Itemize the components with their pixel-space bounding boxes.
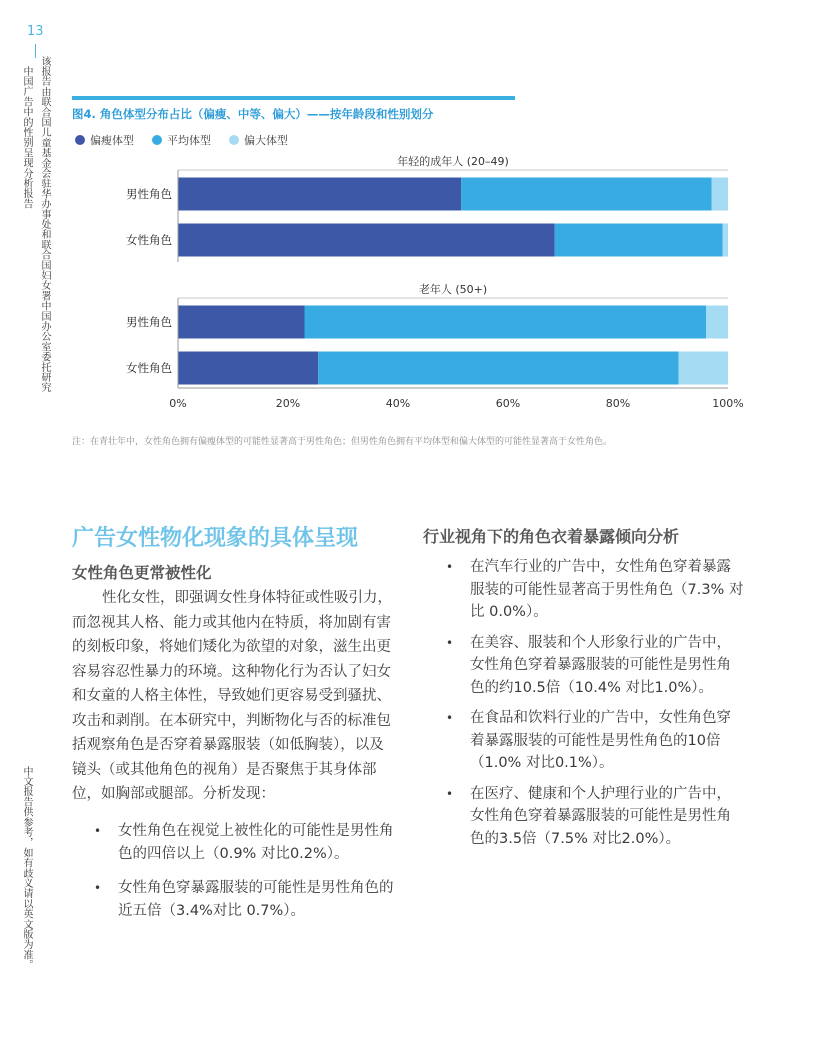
left-subheading: 女性角色更常被性化 bbox=[72, 564, 212, 582]
left-paragraph-text: 性化女性，即强调女性身体特征或性吸引力，而忽视其人格、能力或其他内在特质，将加剧有害的刻板印象，将她们矮化为欲望的对象，滋生出更容易容忍性暴力的环境。这种物化行为否认了妇女和女童的人格主体性，导致她们更容易受到骚扰、攻击和剥削。在本研究中，判断物化与否的标准包括观察角色是否穿着暴露服装（如低胸装），以及镜头（或其他角色的视角）是否聚焦于其身体部位，如胸部或腿部。分析发现： bbox=[72, 590, 392, 802]
left-bullet-item: • 女性角色在视觉上被性化的可能性是男性角色的四倍以上（0.9% 对比0.2%）。 bbox=[92, 820, 394, 865]
category-label: 男性角色 bbox=[126, 187, 172, 201]
bar-segment bbox=[305, 306, 707, 339]
sidebar-commission-note: 该报告由联合国儿童基金会驻华办事处和联合国妇女署中国办公室委托研究 bbox=[39, 56, 50, 393]
right-bullet-item: • 在汽车行业的广告中，女性角色穿着暴露服装的可能性显著高于男性角色（7.3% 对比 0.0%）。 bbox=[444, 556, 744, 624]
legend-label-average: 平均体型 bbox=[167, 134, 211, 147]
right-bullet-item: • 在美容、服装和个人形象行业的广告中，女性角色穿着暴露服装的可能性是男性角色的约10.5倍（10.4% 对比1.0%）。 bbox=[444, 632, 744, 700]
sidebar-report-title: 中国广告中的性别呈现分析报告 bbox=[21, 66, 32, 209]
x-tick-label: 60% bbox=[495, 397, 521, 410]
x-tick-label: 40% bbox=[385, 397, 411, 410]
bar-segment bbox=[706, 306, 728, 339]
panel-title: 老年人 (50+) bbox=[418, 283, 488, 296]
legend-label-thin: 偏瘦体型 bbox=[90, 134, 134, 147]
category-label: 女性角色 bbox=[126, 361, 172, 375]
bar-segment bbox=[461, 178, 711, 211]
right-bullet-item: • 在医疗、健康和个人护理行业的广告中，女性角色穿着暴露服装的可能性是男性角色的3.5倍（7.5% 对比2.0%）。 bbox=[444, 783, 744, 851]
left-section-heading: 广告女性物化现象的具体呈现 bbox=[72, 526, 359, 551]
left-bullet-list bbox=[92, 820, 394, 922]
bar-segment bbox=[555, 224, 723, 257]
sidebar-disclaimer: 中文报告供参考，如有歧义请以英文版为准。 bbox=[21, 766, 32, 970]
bar-segment bbox=[679, 352, 729, 385]
bar-segment bbox=[178, 352, 318, 385]
bar-segment bbox=[712, 178, 729, 211]
right-bullet-item: • 在食品和饮料行业的广告中，女性角色穿着暴露服装的可能性是男性角色的10倍（1.0% 对比0.1%）。 bbox=[444, 707, 744, 775]
body-type-stacked-bar-chart bbox=[0, 0, 816, 430]
bar-segment bbox=[723, 224, 729, 257]
figure-note: 注：在青壮年中，女性角色拥有偏瘦体型的可能性显著高于男性角色；但男性角色拥有平均体型和偏大体型的可能性显著高于女性角色。 bbox=[72, 437, 613, 447]
figure-title: 图4. 角色体型分布占比（偏瘦、中等、偏大）——按年龄段和性别划分 bbox=[72, 107, 434, 121]
panel-title: 年轻的成年人 (20–49) bbox=[397, 155, 509, 168]
bar-segment bbox=[178, 306, 305, 339]
category-label: 男性角色 bbox=[126, 315, 172, 329]
bar-segment bbox=[178, 178, 461, 211]
x-tick-label: 80% bbox=[605, 397, 631, 410]
x-tick-label: 20% bbox=[275, 397, 301, 410]
page-number: 13 bbox=[27, 24, 44, 39]
right-section-heading: 行业视角下的角色衣着暴露倾向分析 bbox=[423, 527, 680, 546]
legend-label-large: 偏大体型 bbox=[244, 134, 288, 147]
bar-segment bbox=[318, 352, 678, 385]
left-paragraph bbox=[72, 586, 394, 807]
x-tick-label: 0% bbox=[169, 397, 187, 410]
category-label: 女性角色 bbox=[126, 233, 172, 247]
left-bullet-item: • 女性角色穿暴露服装的可能性是男性角色的近五倍（3.4%对比 0.7%）。 bbox=[92, 877, 394, 922]
x-tick-label: 100% bbox=[712, 397, 744, 410]
bar-segment bbox=[178, 224, 555, 257]
right-bullet-list bbox=[444, 556, 744, 850]
